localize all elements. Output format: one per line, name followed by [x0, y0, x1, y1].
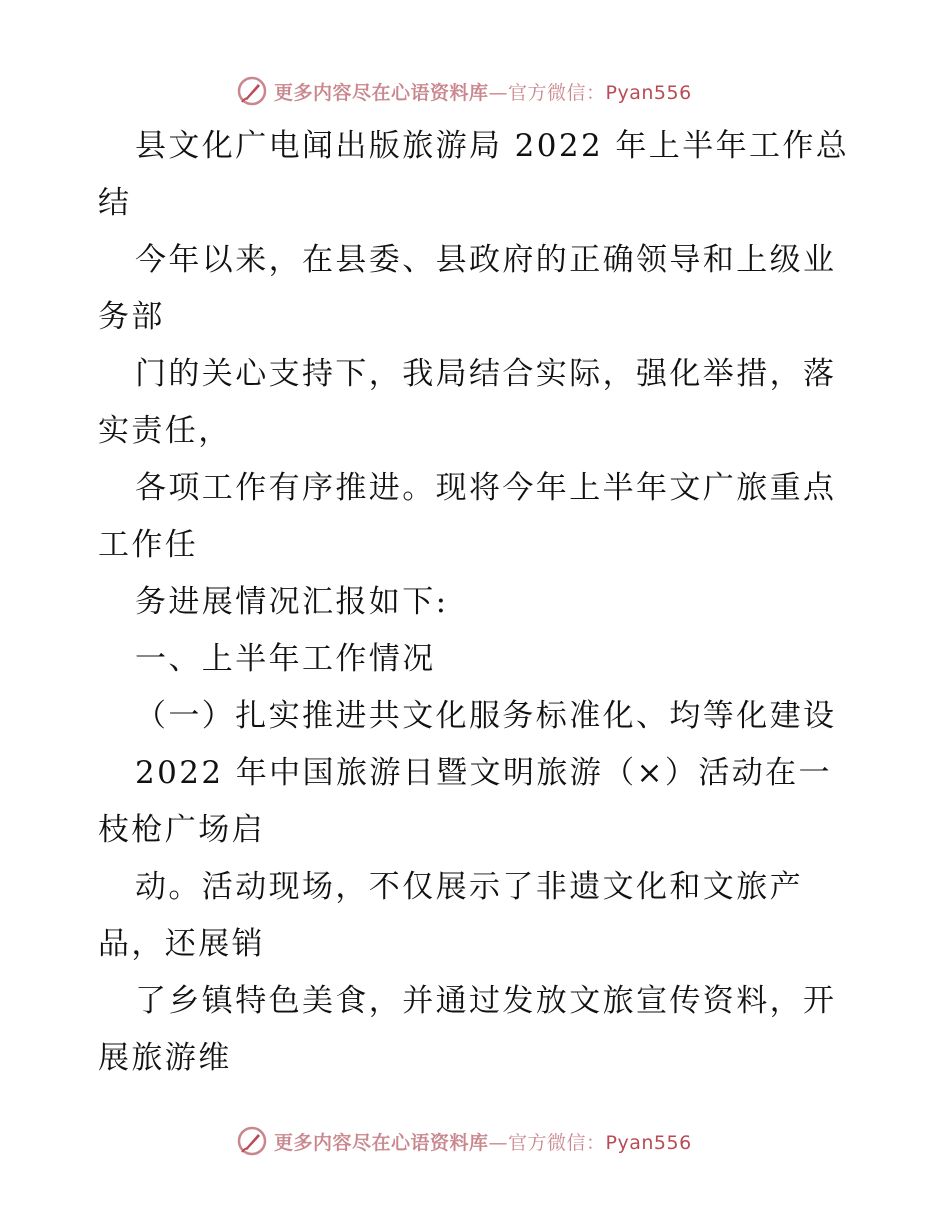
text-line: 县文化广电闻出版旅游局 2022 年上半年工作总 — [135, 128, 850, 164]
text-line: 枝枪广场启 — [98, 812, 265, 848]
watermark-label: 官方微信： — [508, 81, 606, 104]
watermark-wechat-id: Pyan556 — [605, 81, 692, 104]
document-body — [98, 118, 854, 1087]
text-line: 动。活动现场，不仅展示了非遗文化和文旅产 — [135, 869, 803, 905]
text-line: 务部 — [98, 299, 165, 335]
text-line: （一）扎实推进共文化服务标准化、均等化建设 — [135, 698, 837, 734]
text-line: 工作任 — [98, 527, 199, 563]
watermark-text — [274, 1128, 692, 1155]
text-line: 一、上半年工作情况 — [135, 641, 436, 677]
quill-pen-logo-icon — [236, 1125, 268, 1157]
watermark-text — [274, 78, 692, 105]
watermark-wechat-id: Pyan556 — [605, 1131, 692, 1154]
text-line: 结 — [98, 185, 132, 221]
watermark-dash: — — [488, 81, 509, 104]
watermark-main-text: 更多内容尽在心语资料库 — [274, 1131, 489, 1154]
text-line: 了乡镇特色美食，并通过发放文旅宣传资料，开 — [135, 983, 837, 1019]
text-line: 实责任， — [98, 413, 232, 449]
text-line: 今年以来，在县委、县政府的正确领导和上级业 — [135, 242, 837, 278]
watermark-label: 官方微信： — [508, 1131, 606, 1154]
text-line: 各项工作有序推进。现将今年上半年文广旅重点 — [135, 470, 837, 506]
text-line: 门的关心支持下，我局结合实际，强化举措，落 — [135, 356, 837, 392]
header-watermark — [236, 71, 756, 111]
text-line: 2022 年中国旅游日暨文明旅游（×）活动在一 — [135, 755, 832, 791]
text-line: 务进展情况汇报如下: — [135, 584, 449, 620]
watermark-dash: — — [488, 1131, 509, 1154]
quill-pen-logo-icon — [236, 75, 268, 107]
footer-watermark — [236, 1121, 756, 1161]
text-line: 品，还展销 — [98, 926, 265, 962]
watermark-main-text: 更多内容尽在心语资料库 — [274, 81, 489, 104]
text-line: 展旅游维 — [98, 1040, 232, 1076]
